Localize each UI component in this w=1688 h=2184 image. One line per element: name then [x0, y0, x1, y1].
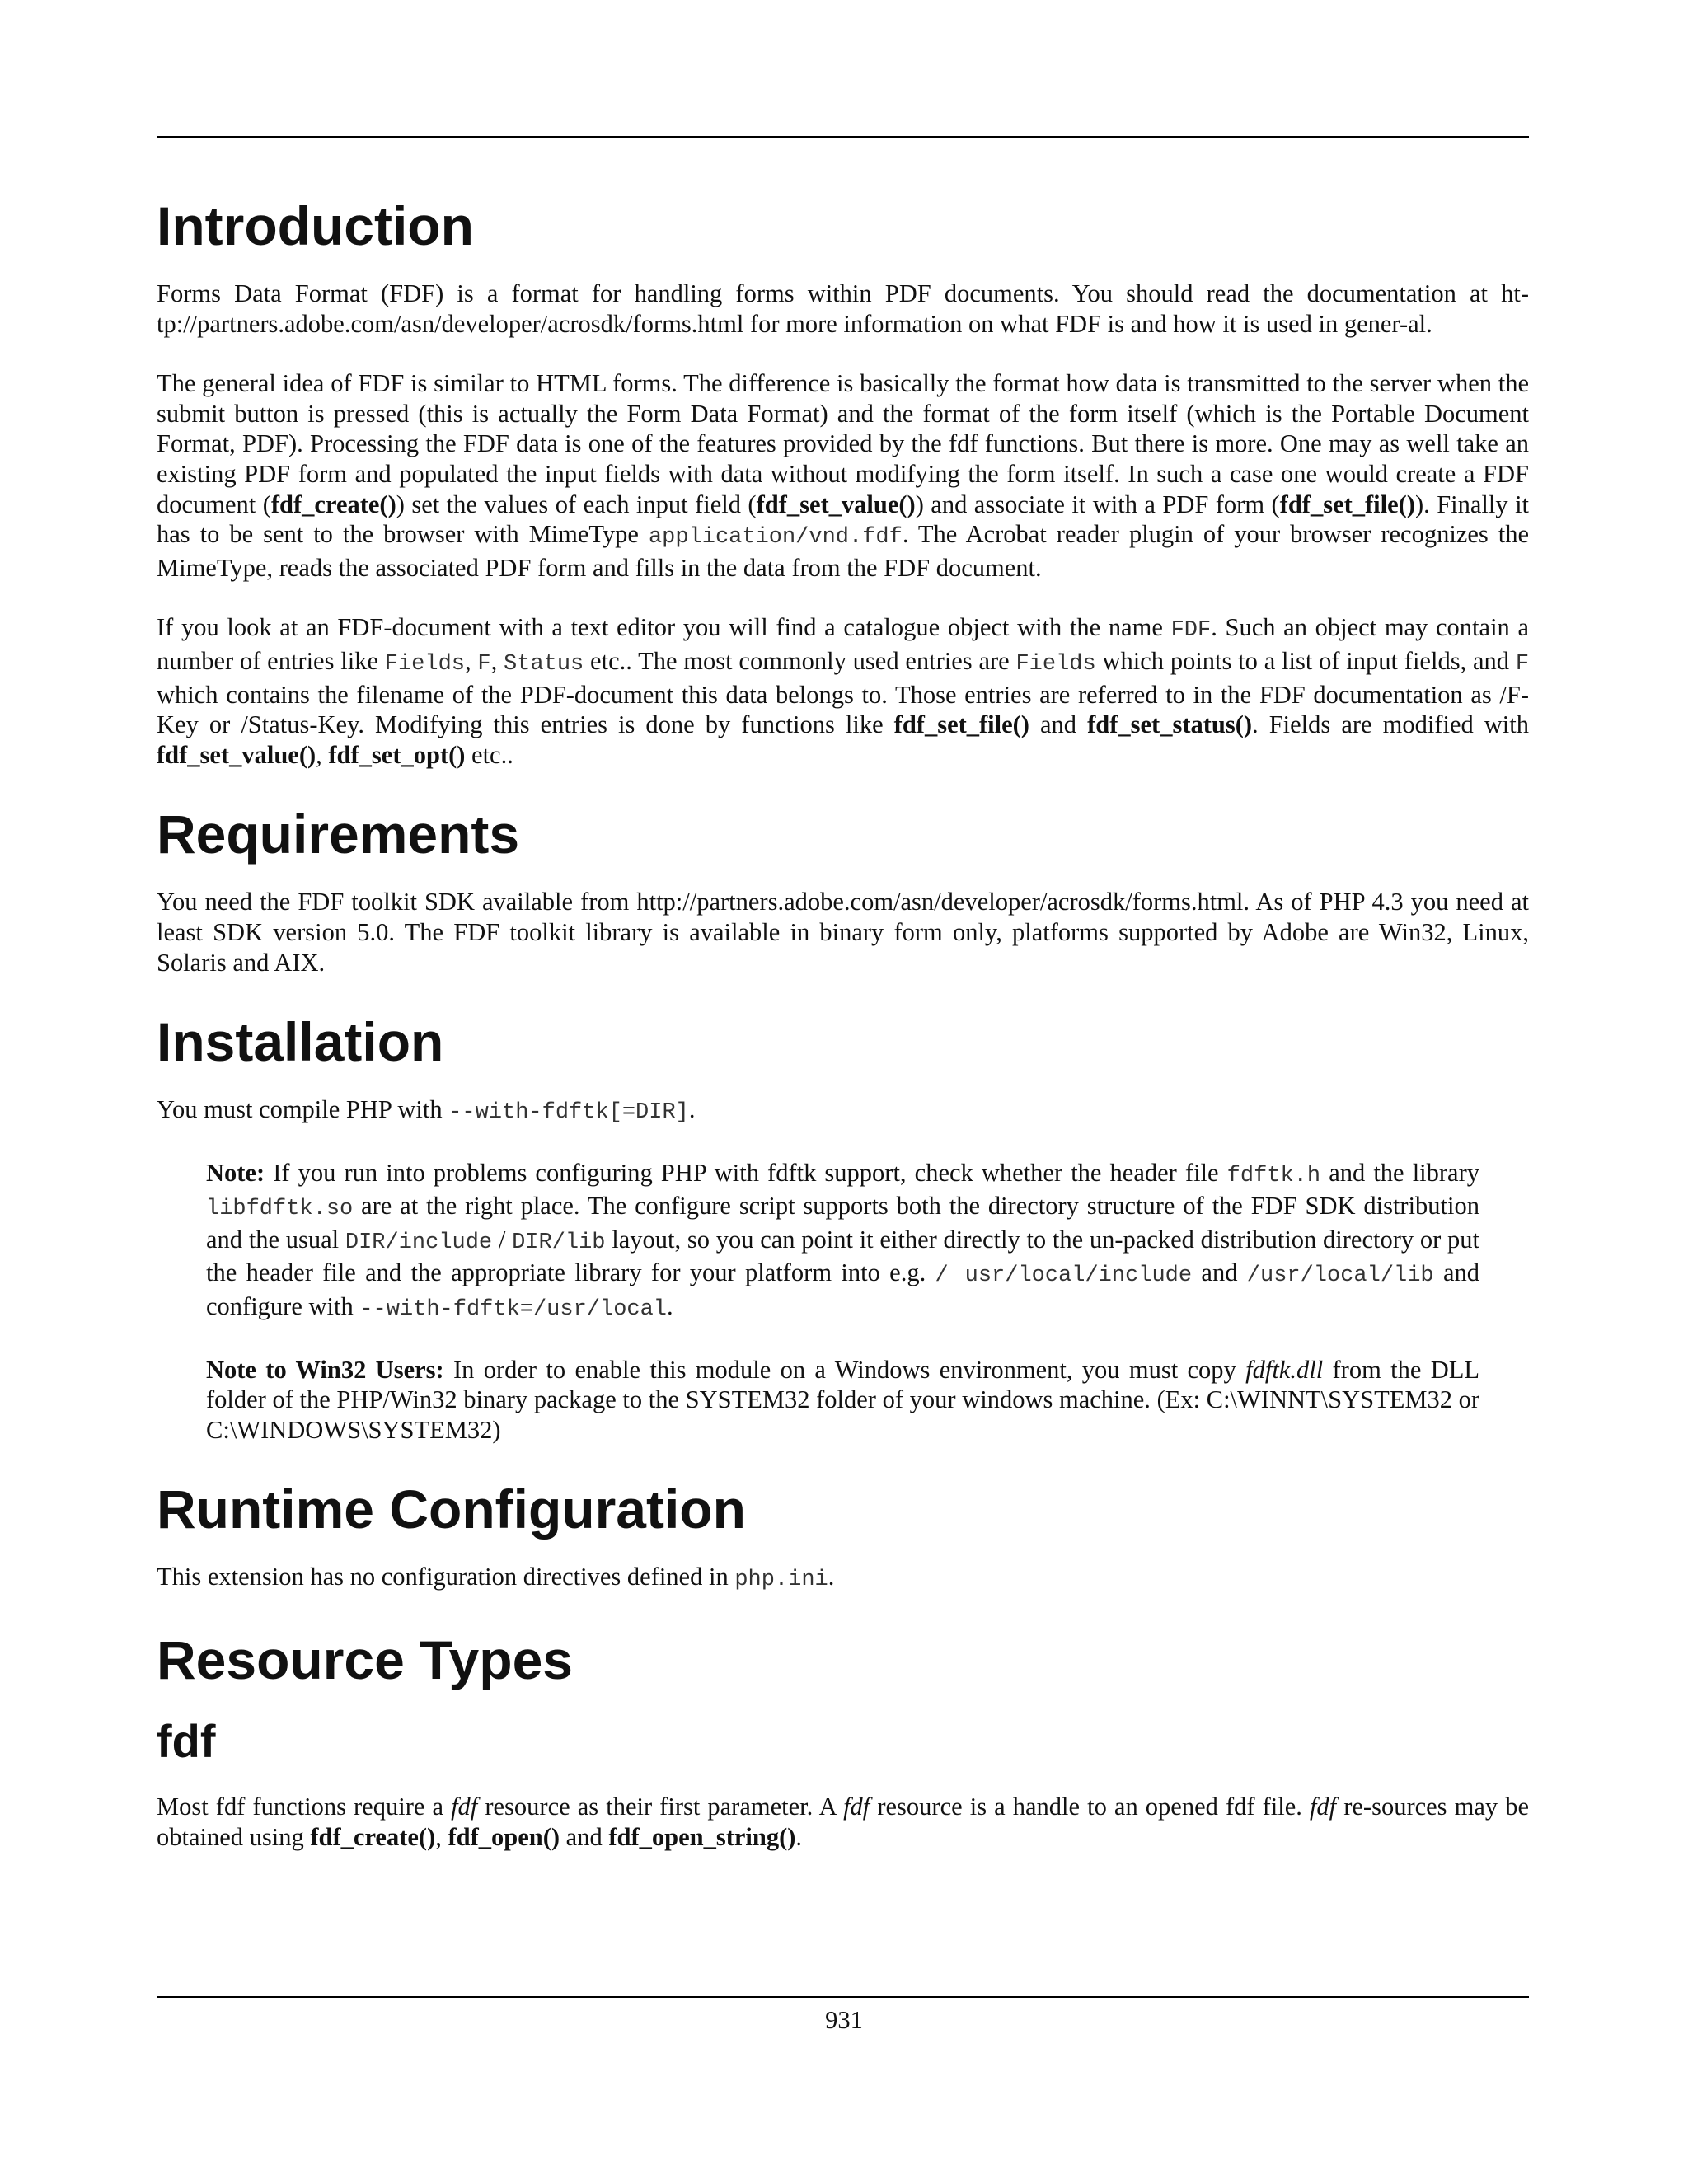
function-name: fdf_open_string() [608, 1822, 796, 1851]
intro-paragraph-2: The general idea of FDF is similar to HTML forms. The difference is basically the format how data is transmitted to the server when the submit button is pressed (this is actually the Form Data Format) and the format of the form itself (which is the Portable Document Format, PDF). Processing the FDF data is one of the features provided by the fdf functions. But there is more. One may as well take an existing PDF form and populated the input fields with data without modifying the form itself. In such a case one would create a FDF document (fdf_create()) set the values of each input field (fdf_set_value()) and associate it with a PDF form (fdf_set_file()). Finally it has to be sent to the browser with MimeType application/vnd.fdf. The Acrobat reader plugin of your browser recognizes the MimeType, reads the associated PDF form and fills in the data from the FDF document. [157, 369, 1530, 582]
inline-code: FDF [1170, 618, 1212, 644]
runtime-paragraph: This extension has no configuration directives defined in php.ini. [157, 1563, 835, 1593]
heading-resource-types: Resource Types [157, 1629, 573, 1691]
installation-paragraph: You must compile PHP with --with-fdftk[=DIR]. [157, 1095, 696, 1126]
note-label: Note to Win32 Users: [206, 1355, 444, 1384]
function-name: fdf_create() [310, 1822, 436, 1851]
resource-paragraph: Most fdf functions require a fdf resource as their first parameter. A fdf resource is a handle to an opened fdf file. fdf re-sources may be obtained using fdf_create(), fdf_open() and fdf_open_string(). [157, 1793, 1529, 1851]
footer-rule [157, 1996, 1529, 1998]
inline-code: libfdftk.so [206, 1197, 354, 1222]
inline-code: Fields [384, 651, 465, 677]
inline-code: Fields [1015, 651, 1096, 677]
inline-code: DIR/include [345, 1230, 493, 1255]
function-name: fdf_set_value() [756, 490, 916, 518]
function-name: fdf_set_value() [157, 740, 316, 769]
intro-paragraph-1: Forms Data Format (FDF) is a format for handling forms within PDF documents. You should read the documentation at ht-tp://partners.adobe.com/asn/developer/acrosdk/forms.html for more information on what FDF is and how it is used in gener-al. [157, 279, 1529, 338]
inline-code: fdftk.h [1226, 1163, 1321, 1188]
italic-term: fdf [1309, 1793, 1337, 1821]
subheading-fdf: fdf [157, 1715, 216, 1768]
win32-note: Note to Win32 Users: In order to enable this module on a Windows environment, you must copy fdftk.dll from the DLL folder of the PHP/Win32 binary package to the SYSTEM32 folder of your windows machine. (Ex: C:\WINNT\SYSTEM32 or C:\WINDOWS\SYSTEM32) [206, 1355, 1479, 1444]
note-label: Note: [206, 1158, 265, 1187]
heading-runtime-configuration: Runtime Configuration [157, 1479, 746, 1540]
inline-code: Status [504, 651, 584, 677]
function-name: fdf_set_opt() [328, 740, 466, 769]
italic-term: fdf [451, 1793, 478, 1821]
inline-code: /usr/local/lib [1246, 1263, 1434, 1289]
page-number: 931 [825, 2006, 863, 2034]
page-content [157, 191, 1529, 1882]
function-name: fdf_set_file() [893, 710, 1029, 739]
dll-filename: fdftk.dll [1245, 1355, 1324, 1384]
function-name: fdf_set_file() [1279, 490, 1415, 518]
inline-code: F [477, 651, 491, 677]
heading-requirements: Requirements [157, 804, 520, 865]
italic-term: fdf [843, 1793, 870, 1821]
intro-paragraph-3: If you look at an FDF-document with a text editor you will find a catalogue object with the name FDF. Such an object may contain a number of entries like Fields, F, Status etc.. The most commonly used entries are Fields which points to a list of input fields, and F which contains the filename of the PDF-document this data belongs to. Those entries are referred to in the FDF documentation as /F-Key or /Status-Key. Modifying this entries is done by functions like fdf_set_file() and fdf_set_status(). Fields are modified with fdf_set_value(), fdf_set_opt() etc.. [157, 613, 1530, 769]
function-name: fdf_create() [270, 490, 396, 518]
header-rule [157, 136, 1529, 138]
inline-code: php.ini [734, 1568, 828, 1593]
inline-code: F [1515, 651, 1530, 677]
requirements-paragraph: You need the FDF toolkit SDK available from http://partners.adobe.com/asn/developer/acrosdk/forms.html. As of PHP 4.3 you need at least SDK version 5.0. The FDF toolkit library is available in binary form only, platforms supported by Adobe are Win32, Linux, Solaris and AIX. [157, 888, 1529, 977]
function-name: fdf_open() [448, 1822, 560, 1851]
inline-code: DIR/lib [512, 1230, 606, 1255]
mime-type-code: application/vnd.fdf [648, 525, 903, 551]
heading-introduction: Introduction [157, 195, 474, 256]
installation-note: Note: If you run into problems configuring PHP with fdftk support, check whether the header file fdftk.h and the library libfdftk.so are at the right place. The configure script supports both the directory structure of the FDF SDK distribution and the usual DIR/include / DIR/lib layout, so you can point it either directly to the un-packed distribution directory or put the header file and the appropriate library for your platform into e.g. / usr/local/include and /usr/local/lib and configure with --with-fdftk=/usr/local. [206, 1158, 1480, 1323]
configure-flag-code: --with-fdftk[=DIR] [448, 1100, 689, 1126]
inline-code: --with-fdftk=/usr/local [359, 1297, 668, 1323]
heading-installation: Installation [157, 1011, 444, 1073]
inline-code: / usr/local/include [935, 1263, 1193, 1289]
function-name: fdf_set_status() [1087, 710, 1253, 739]
